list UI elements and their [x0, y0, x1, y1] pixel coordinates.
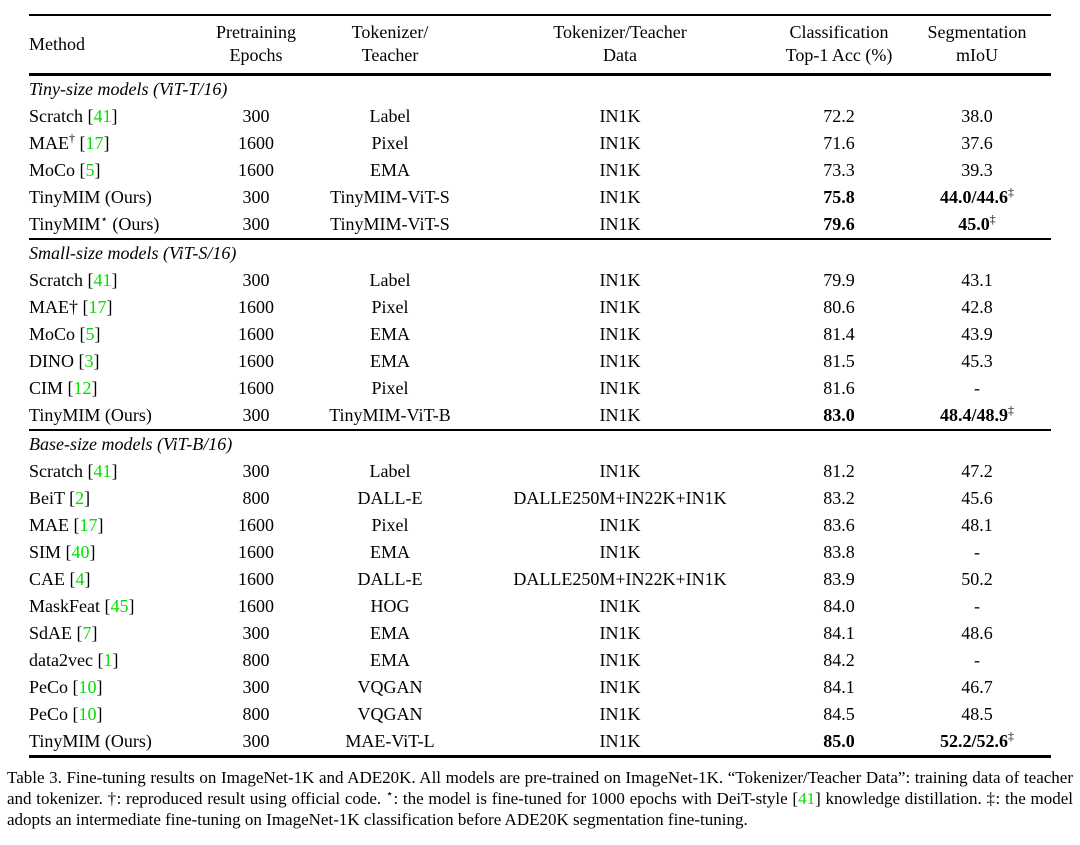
method-cell: MAE† [17]	[29, 131, 110, 153]
epochs-cell: 1600	[238, 133, 274, 153]
method-cell: CIM [12]	[29, 378, 98, 398]
method-cell: TinyMIM⋆ (Ours)	[29, 212, 160, 234]
miou-superscript: ‡	[989, 212, 996, 226]
tokenizer-cell: EMA	[370, 650, 410, 670]
miou-cell: 45.0‡	[958, 212, 996, 234]
tokenizer-cell: Label	[369, 461, 411, 481]
citation-link[interactable]: 12	[73, 378, 92, 398]
miou-cell: -	[974, 542, 980, 562]
acc-cell: 81.6	[823, 378, 855, 398]
table-row	[29, 728, 1051, 757]
acc-cell: 73.3	[823, 160, 855, 180]
data-cell: IN1K	[599, 677, 641, 697]
table-row	[29, 674, 1051, 701]
tokenizer-cell: EMA	[370, 351, 410, 371]
table-row	[29, 267, 1051, 294]
acc-cell: 84.0	[823, 596, 855, 616]
acc-cell: 83.2	[823, 488, 855, 508]
miou-cell: 43.1	[961, 270, 993, 290]
acc-cell: 85.0	[823, 731, 855, 751]
miou-cell: -	[974, 378, 980, 398]
data-cell: IN1K	[599, 106, 641, 126]
method-name: Scratch	[29, 270, 83, 290]
miou-cell: 50.2	[961, 569, 993, 589]
data-cell: IN1K	[599, 378, 641, 398]
acc-cell: 83.6	[823, 515, 855, 535]
citation-link[interactable]: 41	[93, 461, 112, 481]
acc-cell: 84.1	[823, 623, 855, 643]
section-header-row	[29, 430, 1051, 458]
miou-cell: 42.8	[961, 297, 993, 317]
data-cell: IN1K	[599, 461, 641, 481]
column-header-data: Tokenizer/Teacher Data	[553, 22, 687, 65]
miou-cell: 39.3	[961, 160, 993, 180]
column-header-acc: Classification Top-1 Acc (%)	[785, 22, 893, 65]
method-name: PeCo	[29, 677, 69, 697]
method-cell: SIM [40]	[29, 542, 96, 562]
miou-superscript: ‡	[1008, 729, 1014, 743]
miou-cell: 45.3	[961, 351, 993, 371]
acc-cell: 83.8	[823, 542, 855, 562]
data-cell: IN1K	[599, 542, 641, 562]
data-cell: IN1K	[599, 270, 641, 290]
acc-cell: 79.6	[823, 214, 855, 234]
citation-link[interactable]: 7	[82, 623, 92, 643]
method-name: CAE	[29, 569, 65, 589]
method-name: DINO	[29, 351, 74, 371]
acc-cell: 83.0	[823, 405, 855, 425]
miou-cell: -	[974, 596, 980, 616]
tokenizer-cell: Pixel	[371, 378, 409, 398]
method-name: data2vec	[29, 650, 93, 670]
table-row	[29, 130, 1051, 157]
method-name: SdAE	[29, 623, 73, 643]
epochs-cell: 300	[242, 405, 270, 425]
acc-cell: 71.6	[823, 133, 855, 153]
acc-cell: 72.2	[823, 106, 855, 126]
epochs-cell: 300	[242, 461, 270, 481]
tokenizer-cell: EMA	[370, 160, 410, 180]
method-cell: MAE [17]	[29, 515, 104, 535]
table-row	[29, 701, 1051, 728]
acc-cell: 81.2	[823, 461, 855, 481]
method-name: MAE†	[29, 297, 78, 317]
method-cell: MaskFeat [45]	[29, 596, 135, 616]
table-row	[29, 103, 1051, 130]
method-cell: MoCo [5]	[29, 160, 101, 180]
epochs-cell: 1600	[238, 515, 274, 535]
caption-superscript: ⋆	[385, 786, 394, 801]
epochs-cell: 1600	[238, 351, 274, 371]
data-cell: IN1K	[599, 297, 641, 317]
citation-link[interactable]: 3	[84, 351, 94, 371]
section-title: Tiny-size models (ViT-T/16)	[29, 79, 228, 99]
table-row	[29, 485, 1051, 512]
citation-link[interactable]: 10	[78, 704, 97, 724]
data-cell: IN1K	[599, 650, 641, 670]
citation-link[interactable]: 5	[85, 324, 95, 344]
epochs-cell: 300	[242, 106, 270, 126]
epochs-cell: 800	[242, 488, 270, 508]
table-row	[29, 647, 1051, 674]
citation-link[interactable]: 2	[75, 488, 85, 508]
table-row	[29, 539, 1051, 566]
table-row	[29, 566, 1051, 593]
method-cell: Scratch [41]	[29, 270, 118, 290]
table-row	[29, 348, 1051, 375]
column-header-tokenizer: Tokenizer/ Teacher	[351, 22, 429, 65]
table-wrapper	[29, 14, 1051, 758]
citation-link[interactable]: 17	[88, 297, 107, 317]
epochs-cell: 300	[242, 270, 270, 290]
method-cell: PeCo [10]	[29, 704, 103, 724]
acc-cell: 80.6	[823, 297, 855, 317]
method-name: TinyMIM	[29, 731, 101, 751]
epochs-cell: 1600	[238, 569, 274, 589]
tokenizer-cell: EMA	[370, 324, 410, 344]
miou-cell: 48.4/48.9‡	[939, 403, 1014, 425]
acc-cell: 81.5	[823, 351, 855, 371]
method-cell: DINO [3]	[29, 351, 100, 371]
epochs-cell: 1600	[238, 378, 274, 398]
data-cell: IN1K	[599, 704, 641, 724]
citation-link[interactable]: 40	[71, 542, 90, 562]
method-name: TinyMIM	[29, 187, 101, 207]
miou-cell: 48.1	[961, 515, 993, 535]
data-cell: IN1K	[599, 214, 641, 234]
tokenizer-cell: Label	[369, 270, 411, 290]
data-cell: IN1K	[599, 133, 641, 153]
table-caption: Table 3. Fine-tuning results on ImageNet-1K and ADE20K. All models are pre-trained on ImageNet-1K. “Tokenizer/Teacher Data”: training data of teacher and tokenizer. †: reproduced result using official code. ⋆: the model is fine-tuned for 1000 epochs with DeiT-style [41] knowledge distillation. ‡: the model adopts an intermediate fine-tuning on ImageNet-1K classification before ADE20K segmentation fine-tuning.	[7, 768, 1073, 829]
tokenizer-cell: HOG	[370, 596, 410, 616]
citation-link[interactable]: 5	[85, 160, 95, 180]
method-cell: TinyMIM (Ours)	[29, 731, 152, 751]
citation-link[interactable]: 1	[103, 650, 113, 670]
miou-cell: 44.0/44.6‡	[939, 185, 1014, 207]
table-row	[29, 184, 1051, 211]
table-row	[29, 402, 1051, 430]
table-row	[29, 593, 1051, 620]
table-row	[29, 620, 1051, 647]
method-cell: CAE [4]	[29, 569, 91, 589]
table-row	[29, 294, 1051, 321]
citation-link[interactable]: 41	[93, 270, 112, 290]
tokenizer-cell: TinyMIM-ViT-S	[330, 187, 450, 207]
citation-link[interactable]: 10	[78, 677, 97, 697]
table-header	[29, 15, 1051, 75]
miou-cell: 48.5	[961, 704, 993, 724]
miou-cell: 52.2/52.6‡	[939, 729, 1014, 751]
method-name: SIM	[29, 542, 62, 562]
tokenizer-cell: DALL-E	[357, 569, 423, 589]
epochs-cell: 300	[242, 623, 270, 643]
acc-cell: 84.2	[823, 650, 855, 670]
epochs-cell: 1600	[238, 542, 274, 562]
section-title: Small-size models (ViT-S/16)	[29, 243, 237, 263]
epochs-cell: 800	[242, 704, 270, 724]
citation-link[interactable]: 17	[85, 133, 104, 153]
miou-cell: 38.0	[961, 106, 993, 126]
method-name: MAE	[29, 515, 69, 535]
tokenizer-cell: Pixel	[371, 515, 409, 535]
miou-cell: 46.7	[961, 677, 993, 697]
tokenizer-cell: TinyMIM-ViT-B	[329, 405, 451, 425]
method-cell: Scratch [41]	[29, 461, 118, 481]
method-cell: TinyMIM (Ours)	[29, 405, 152, 425]
data-cell: IN1K	[599, 324, 641, 344]
table-row	[29, 512, 1051, 539]
method-name: TinyMIM	[29, 214, 101, 234]
data-cell: IN1K	[599, 623, 641, 643]
column-header-method: Method	[29, 33, 85, 54]
tokenizer-cell: VQGAN	[357, 704, 423, 724]
acc-cell: 81.4	[823, 324, 855, 344]
tokenizer-cell: TinyMIM-ViT-S	[330, 214, 450, 234]
tokenizer-cell: EMA	[370, 542, 410, 562]
method-name: CIM	[29, 378, 64, 398]
method-cell: SdAE [7]	[29, 623, 98, 643]
method-name: BeiT	[29, 488, 65, 508]
acc-cell: 79.9	[823, 270, 855, 290]
citation-link[interactable]: 4	[75, 569, 85, 589]
method-name: MaskFeat	[29, 596, 100, 616]
table-row	[29, 458, 1051, 485]
table-row	[29, 157, 1051, 184]
miou-cell: -	[974, 650, 980, 670]
section-header-row	[29, 239, 1051, 267]
section-header-row	[29, 75, 1051, 104]
citation-link[interactable]: 41	[93, 106, 112, 126]
method-name: Scratch	[29, 461, 83, 481]
results-table	[29, 14, 1051, 758]
method-name: MAE	[29, 133, 69, 153]
method-cell: MAE† [17]	[29, 297, 113, 317]
epochs-cell: 300	[242, 214, 270, 234]
method-cell: PeCo [10]	[29, 677, 103, 697]
data-cell: IN1K	[599, 596, 641, 616]
miou-cell: 48.6	[961, 623, 993, 643]
tokenizer-cell: Pixel	[371, 133, 409, 153]
tokenizer-cell: DALL-E	[357, 488, 423, 508]
data-cell: IN1K	[599, 187, 641, 207]
table-row	[29, 375, 1051, 402]
data-cell: DALLE250M+IN22K+IN1K	[513, 569, 727, 589]
citation-link[interactable]: 41	[798, 789, 816, 808]
miou-cell: 37.6	[961, 133, 993, 153]
method-cell: Scratch [41]	[29, 106, 118, 126]
data-cell: IN1K	[599, 160, 641, 180]
epochs-cell: 1600	[238, 324, 274, 344]
method-cell: MoCo [5]	[29, 324, 101, 344]
method-name: TinyMIM	[29, 405, 101, 425]
epochs-cell: 1600	[238, 596, 274, 616]
tokenizer-cell: EMA	[370, 623, 410, 643]
method-cell: BeiT [2]	[29, 488, 91, 508]
epochs-cell: 300	[242, 731, 270, 751]
method-name: MoCo	[29, 160, 76, 180]
tokenizer-cell: Pixel	[371, 297, 409, 317]
epochs-cell: 300	[242, 187, 270, 207]
acc-cell: 83.9	[823, 569, 855, 589]
tokenizer-cell: MAE-ViT-L	[345, 731, 435, 751]
epochs-cell: 300	[242, 677, 270, 697]
miou-cell: 47.2	[961, 461, 993, 481]
data-cell: IN1K	[599, 731, 641, 751]
data-cell: DALLE250M+IN22K+IN1K	[513, 488, 727, 508]
method-name: PeCo	[29, 704, 69, 724]
method-name: MoCo	[29, 324, 76, 344]
data-cell: IN1K	[599, 405, 641, 425]
acc-cell: 84.1	[823, 677, 855, 697]
citation-link[interactable]: 17	[79, 515, 98, 535]
table-row	[29, 321, 1051, 348]
method-name: Scratch	[29, 106, 83, 126]
citation-link[interactable]: 45	[110, 596, 129, 616]
method-cell: data2vec [1]	[29, 650, 119, 670]
table-body	[29, 75, 1051, 757]
table-row	[29, 211, 1051, 239]
miou-cell: 45.6	[961, 488, 993, 508]
miou-superscript: ‡	[1008, 185, 1014, 199]
acc-cell: 84.5	[823, 704, 855, 724]
tokenizer-cell: VQGAN	[357, 677, 423, 697]
epochs-cell: 1600	[238, 297, 274, 317]
section-title: Base-size models (ViT-B/16)	[29, 434, 233, 454]
header-row	[29, 15, 1051, 75]
epochs-cell: 800	[242, 650, 270, 670]
method-superscript: †	[69, 131, 75, 145]
epochs-cell: 1600	[238, 160, 274, 180]
acc-cell: 75.8	[823, 187, 855, 207]
tokenizer-cell: Label	[369, 106, 411, 126]
miou-superscript: ‡	[1008, 403, 1014, 417]
data-cell: IN1K	[599, 515, 641, 535]
data-cell: IN1K	[599, 351, 641, 371]
miou-cell: 43.9	[961, 324, 993, 344]
method-cell: TinyMIM (Ours)	[29, 187, 152, 207]
method-superscript: ⋆	[100, 212, 108, 226]
column-header-epochs: Pretraining Epochs	[216, 22, 296, 65]
column-header-miou: Segmentation mIoU	[927, 22, 1027, 65]
